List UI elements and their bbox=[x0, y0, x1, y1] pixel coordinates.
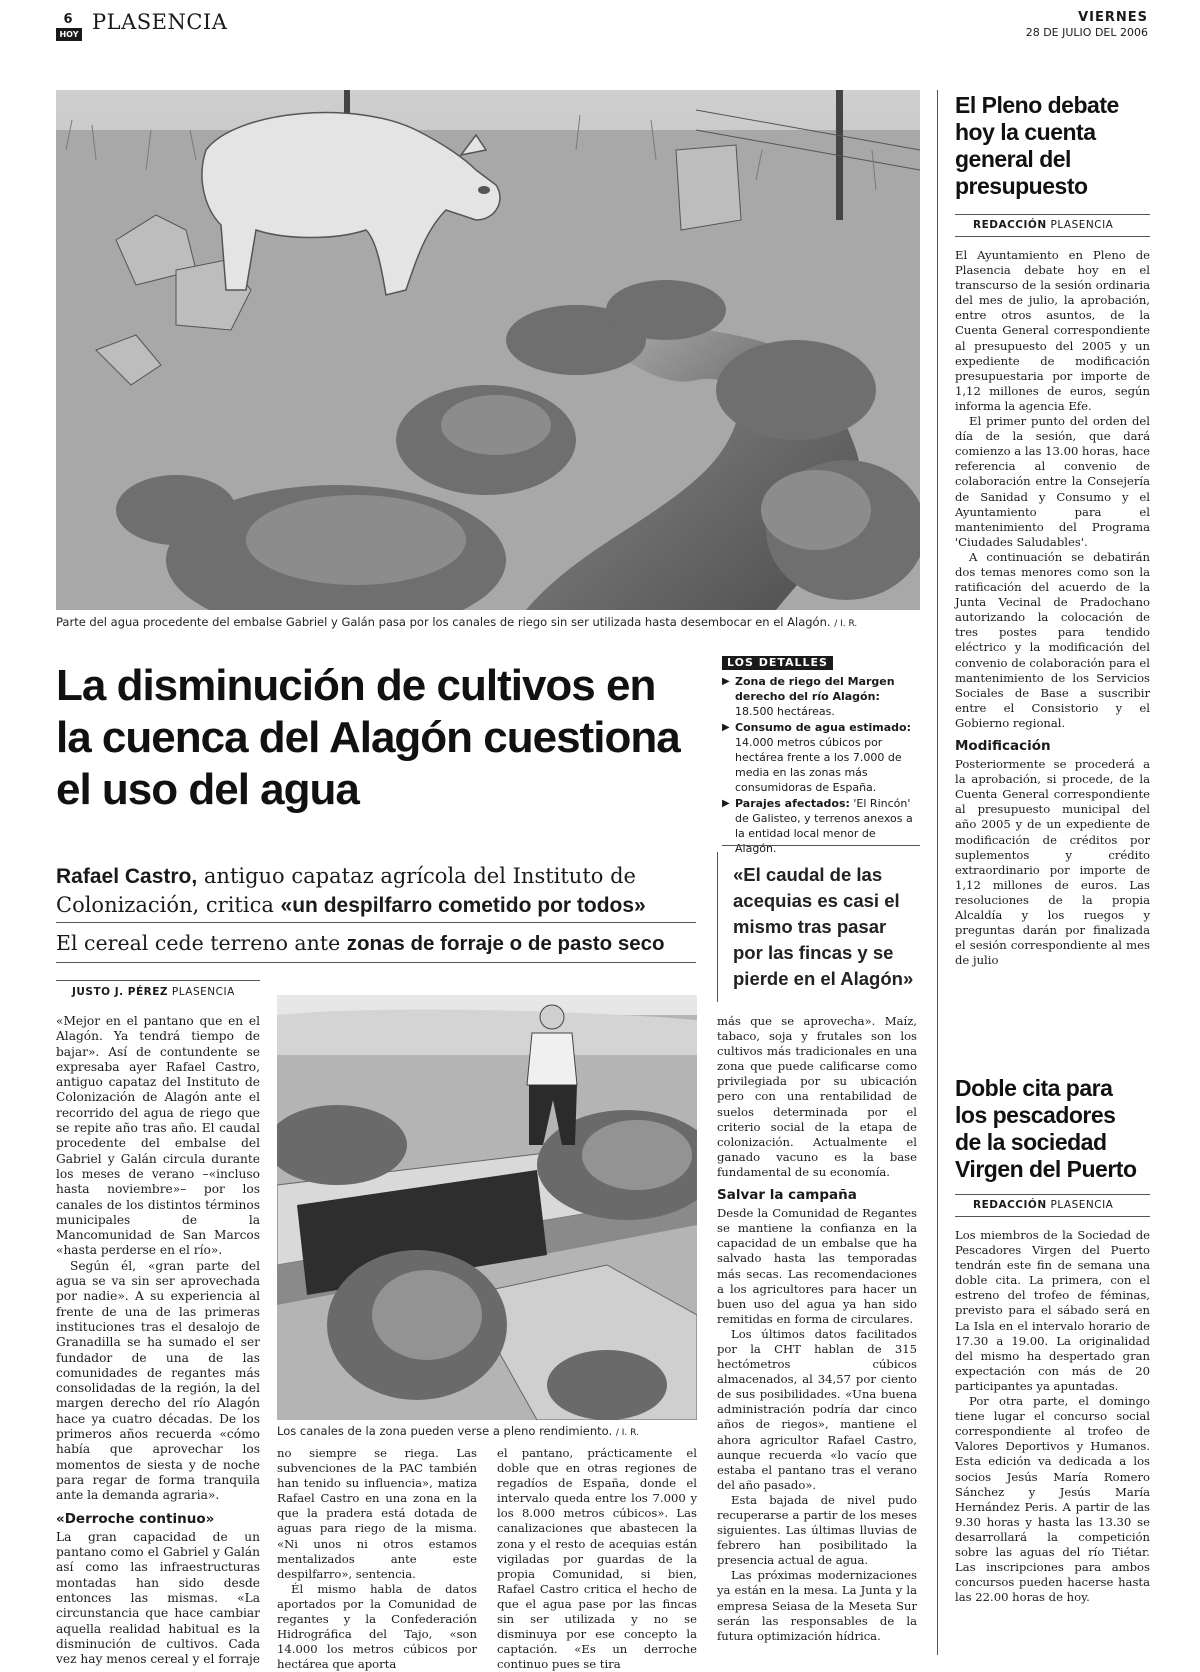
side-article-2-headline: Doble cita para los pescadores de la sociedad Virgen del Puerto bbox=[955, 1075, 1137, 1182]
main-byline bbox=[72, 986, 235, 998]
secondary-subheadline-bold: zonas de forraje o de pasto seco bbox=[346, 932, 665, 955]
article-column-2 bbox=[277, 1446, 477, 1672]
divider bbox=[955, 1216, 1150, 1217]
article-column-3 bbox=[497, 1446, 697, 1672]
side-article-2-body bbox=[955, 1228, 1150, 1605]
paragraph: Por otra parte, el domingo tiene lugar el concurso social correspondiente al trofeo de Valores Deportivos y Humanos. Esta edición va dedicada a los socios Jesús María Romero Sánchez y Jesús María Hernández Peris. A partir de las 9.30 horas y hasta las 13.30 se desarrollará la competición sobre las aguas del río Tiétar. Las inscripciones para ambos concursos pueden hacerse hasta las 22.00 horas de hoy. bbox=[955, 1394, 1150, 1605]
pull-quote: «El caudal de las acequias es casi el mismo tras pasar por las fincas y se pierde en el Alagón» bbox=[733, 864, 914, 989]
paragraph: Esta bajada de nivel pudo recuperarse a partir de los meses siguientes. Las últimas lluvias de febrero han posibilitado la presencia actual de agua. bbox=[717, 1492, 917, 1568]
article-column-4 bbox=[717, 1014, 917, 1644]
photo-2-credit: / I. R. bbox=[615, 1428, 639, 1438]
inline-subheading: Salvar la campaña bbox=[717, 1187, 857, 1204]
divider bbox=[56, 962, 696, 963]
paragraph: no siempre se riega. Las subvenciones de la PAC también han tenido su influencia», matiza Rafael Castro en una zona en la que la pradera está dotada de aguas para riego de la misma. «Ni unos ni otros estamos mentalizados ante este despilfarro», sentencia. bbox=[277, 1446, 477, 1581]
triangle-bullet-icon: ▶ bbox=[722, 722, 730, 733]
details-label: LOS DETALLES bbox=[722, 656, 833, 670]
divider bbox=[955, 1194, 1150, 1195]
paragraph: La gran capacidad de un pantano como el Gabriel y Galán así como las infraestructuras montadas han sido desde entonces las mismas. «La circunstancia que hace cambiar aquella realidad habitual es la disminución de cultivos. Cada vez hay menos cereal y el forraje bbox=[56, 1529, 260, 1667]
divider bbox=[722, 845, 920, 846]
page-number: 6 bbox=[63, 12, 73, 27]
byline-author: REDACCIÓN bbox=[973, 219, 1047, 231]
inline-subheading: Modificación bbox=[955, 738, 1051, 754]
divider bbox=[56, 980, 260, 981]
subheadline-name: Rafael Castro, bbox=[56, 865, 198, 888]
main-headline: La disminución de cultivos en la cuenca del Alagón cuestiona el uso del agua bbox=[56, 661, 680, 814]
photo-2-caption: Los canales de la zona pueden verse a pleno rendimiento. / I. R. bbox=[277, 1424, 639, 1438]
article-column-1 bbox=[56, 1014, 260, 1667]
subheadline-quote: «un despilfarro cometido por todos» bbox=[280, 894, 646, 917]
details-item: ▶ Parajes afectados: 'El Rincón' de Galisteo, y terrenos anexos a la entidad local menor de Alagón. bbox=[722, 797, 913, 855]
paragraph: Él mismo habla de datos aportados por la Comunidad de regantes y la Confederación Hidrográfica del Tajo, «son 14.000 los metros cúbicos por hectárea que aporta bbox=[277, 1581, 477, 1672]
paragraph: más que se aprovecha». Maíz, tabaco, soja y frutales son los cultivos más tradicionales en una zona que puede calificarse como privilegiada por su ubicación pero con una rentabilidad de suelos determinada por el criterio social de la etapa de colonización. Actualmente el ganado vacuno es la base fundamental de su economía. bbox=[717, 1014, 917, 1179]
newspaper-badge: HOY bbox=[56, 28, 82, 41]
paragraph: Según él, «gran parte del agua se va sin ser aprovechada por nadie». A su experiencia al frente de una de las primeras instituciones tras el desalojo de Granadilla se ha sumado el ser fundador de una de las comunidades de regantes más consolidadas de la región, la del margen derecho del río Alagón hace ya cuatro décadas. De los primeros años recuerda «cómo había que aprovechar los momentos de siesta y de noche para regar de forma tranquila ante la demanda agraria». bbox=[56, 1258, 260, 1503]
paragraph: Posteriormente se procederá a la aprobación, si procede, de la Cuenta General correspondiente al presupuesto municipal del año 2005 y de un expediente de modificación de créditos por suplementos y crédito extraordinario por importe de 1,12 millones de euros. Las resoluciones de la propia Alcaldía y los ruegos y preguntas darán por finalizada el sesión correspondiente al mes de julio bbox=[955, 757, 1150, 968]
paragraph: Los miembros de la Sociedad de Pescadores Virgen del Puerto tendrán este fin de semana una doble cita. La primera, con el estreno del trofeo de féminas, previsto para el sábado será en La Isla en el intervalo horario de 17.30 a 19.00. La originalidad del mismo ha despertado gran expectación con más de 20 participantes ya apuntadas. bbox=[955, 1228, 1150, 1393]
byline-place: PLASENCIA bbox=[1050, 1199, 1114, 1211]
paragraph: Los últimos datos facilitados por la CHT hablan de 315 hectómetros cúbicos almacenados, al 34,57 por ciento de sus posibilidades. «Una buena administración podría dar cinco años de riegos», mantiene el ahora agricultor Rafael Castro, aunque recuerda «lo vacío que estaba el pantano tras el verano del año pasado». bbox=[717, 1326, 917, 1492]
divider bbox=[56, 922, 696, 923]
details-item: ▶ Zona de riego del Margen derecho del río Alagón: 18.500 hectáreas. bbox=[722, 675, 895, 718]
paragraph: El primer punto del orden del día de la sesión, que dará comienzo a las 13.00 horas, hace referencia al convenio de colaboración entre la Consejería de Sanidad y Consumo y el Ayuntamiento para el mantenimiento del Programa 'Ciudades Saludables'. bbox=[955, 414, 1150, 549]
paragraph: Desde la Comunidad de Regantes se mantiene la confianza en la capacidad de un embalse que ha salvado hasta las temporadas más secas. Las recomendaciones a los agricultores para hacer un buen uso del agua ya han sido remitidas en forma de circulares. bbox=[717, 1206, 917, 1326]
byline-author: REDACCIÓN bbox=[973, 1199, 1047, 1211]
byline-place: PLASENCIA bbox=[1050, 219, 1114, 231]
paragraph: el pantano, prácticamente el doble que en otras regiones de regadíos de España, donde el intervalo queda entre los 7.000 y los 8.000 metros cúbicos». Las canalizaciones que abastecen la zona y el resto de acequias están vigiladas por guardas de la propia Comunidad, si bien, Rafael Castro critica el hecho de que el agua pase por las fincas sin ser utilizada y no se disminuya por ese concepto la captación. «Es un derroche continuo pues se tira bbox=[497, 1446, 697, 1672]
side-article-2-byline bbox=[973, 1199, 1113, 1211]
byline-author: JUSTO J. PÉREZ bbox=[72, 986, 169, 998]
details-list bbox=[722, 674, 920, 857]
paragraph: «Mejor en el pantano que en el Alagón. Ya tendrá tiempo de bajar». Así de contundente se expresaba ayer Rafael Castro, antiguo capataz del Instituto de Colonización de Alagón ante el recorrido del agua de riego que se repite año tras año. El caudal procedente del embalse del Gabriel y Galán circula durante los meses de verano –«incluso hasta noviembre»– por los canales de los distintos términos municipales de la Mancomunidad de San Marcos «hasta perderse en el río». bbox=[56, 1014, 260, 1258]
divider bbox=[955, 214, 1150, 215]
paragraph: El Ayuntamiento en Pleno de Plasencia debate hoy en el transcurso de la sesión ordinaria del mes de julio, la aprobación, entre otros asuntos, de la Cuenta General correspondiente al presupuesto del 2005 y un expediente de modificación presupuestaria por importe de 1,12 millones de euros, según informa la agencia Efe. bbox=[955, 248, 1150, 413]
secondary-subheadline: El cereal cede terreno ante zonas de forraje o de pasto seco bbox=[56, 931, 665, 955]
paragraph: A continuación se debatirán dos temas menores como son la ratificación del acuerdo de la Junta Vecinal de Pradochano autorizando la colocación de tres postes para tendido eléctrico y la modificación del convenio de colaboración para el mantenimiento de los Servicios Sociales de Base a suscribir entre el Consistorio y el Gobierno regional. bbox=[955, 549, 1150, 730]
sidebar-divider bbox=[937, 90, 938, 1655]
paragraph: Las próximas modernizaciones ya están en la mesa. La Junta y la empresa Seiasa de la Meseta Sur serán las responsables de la futura optimización hídrica. bbox=[717, 1568, 917, 1643]
subheadline: Rafael Castro, antiguo capataz agrícola del Instituto de Colonización, critica «un despilfarro cometido por todos» bbox=[56, 864, 646, 917]
quote-rule bbox=[717, 852, 718, 1002]
inline-subheading: «Derroche continuo» bbox=[56, 1510, 215, 1527]
issue-day: VIERNES bbox=[1078, 10, 1148, 25]
divider bbox=[955, 236, 1150, 237]
side-article-1-byline bbox=[973, 219, 1113, 231]
photo-cow-irrigation-channel bbox=[56, 90, 920, 610]
side-article-1-body bbox=[955, 248, 1150, 968]
photo-man-irrigation-canal bbox=[277, 995, 697, 1420]
issue-date: 28 DE JULIO DEL 2006 bbox=[1025, 26, 1148, 39]
photo-1-credit: / I. R. bbox=[834, 619, 858, 629]
side-article-1-headline: El Pleno debate hoy la cuenta general del presupuesto bbox=[955, 92, 1119, 199]
byline-place: PLASENCIA bbox=[171, 986, 235, 998]
triangle-bullet-icon: ▶ bbox=[722, 676, 730, 687]
section-name: PLASENCIA bbox=[92, 10, 228, 34]
details-item: ▶ Consumo de agua estimado: 14.000 metros cúbicos por hectárea frente a los 7.000 de media en las zonas más consumidoras de España. bbox=[722, 721, 911, 794]
triangle-bullet-icon: ▶ bbox=[722, 798, 730, 809]
photo-1-caption: Parte del agua procedente del embalse Gabriel y Galán pasa por los canales de riego sin ser utilizada hasta desembocar en el Alagón. / I. R. bbox=[56, 615, 858, 629]
